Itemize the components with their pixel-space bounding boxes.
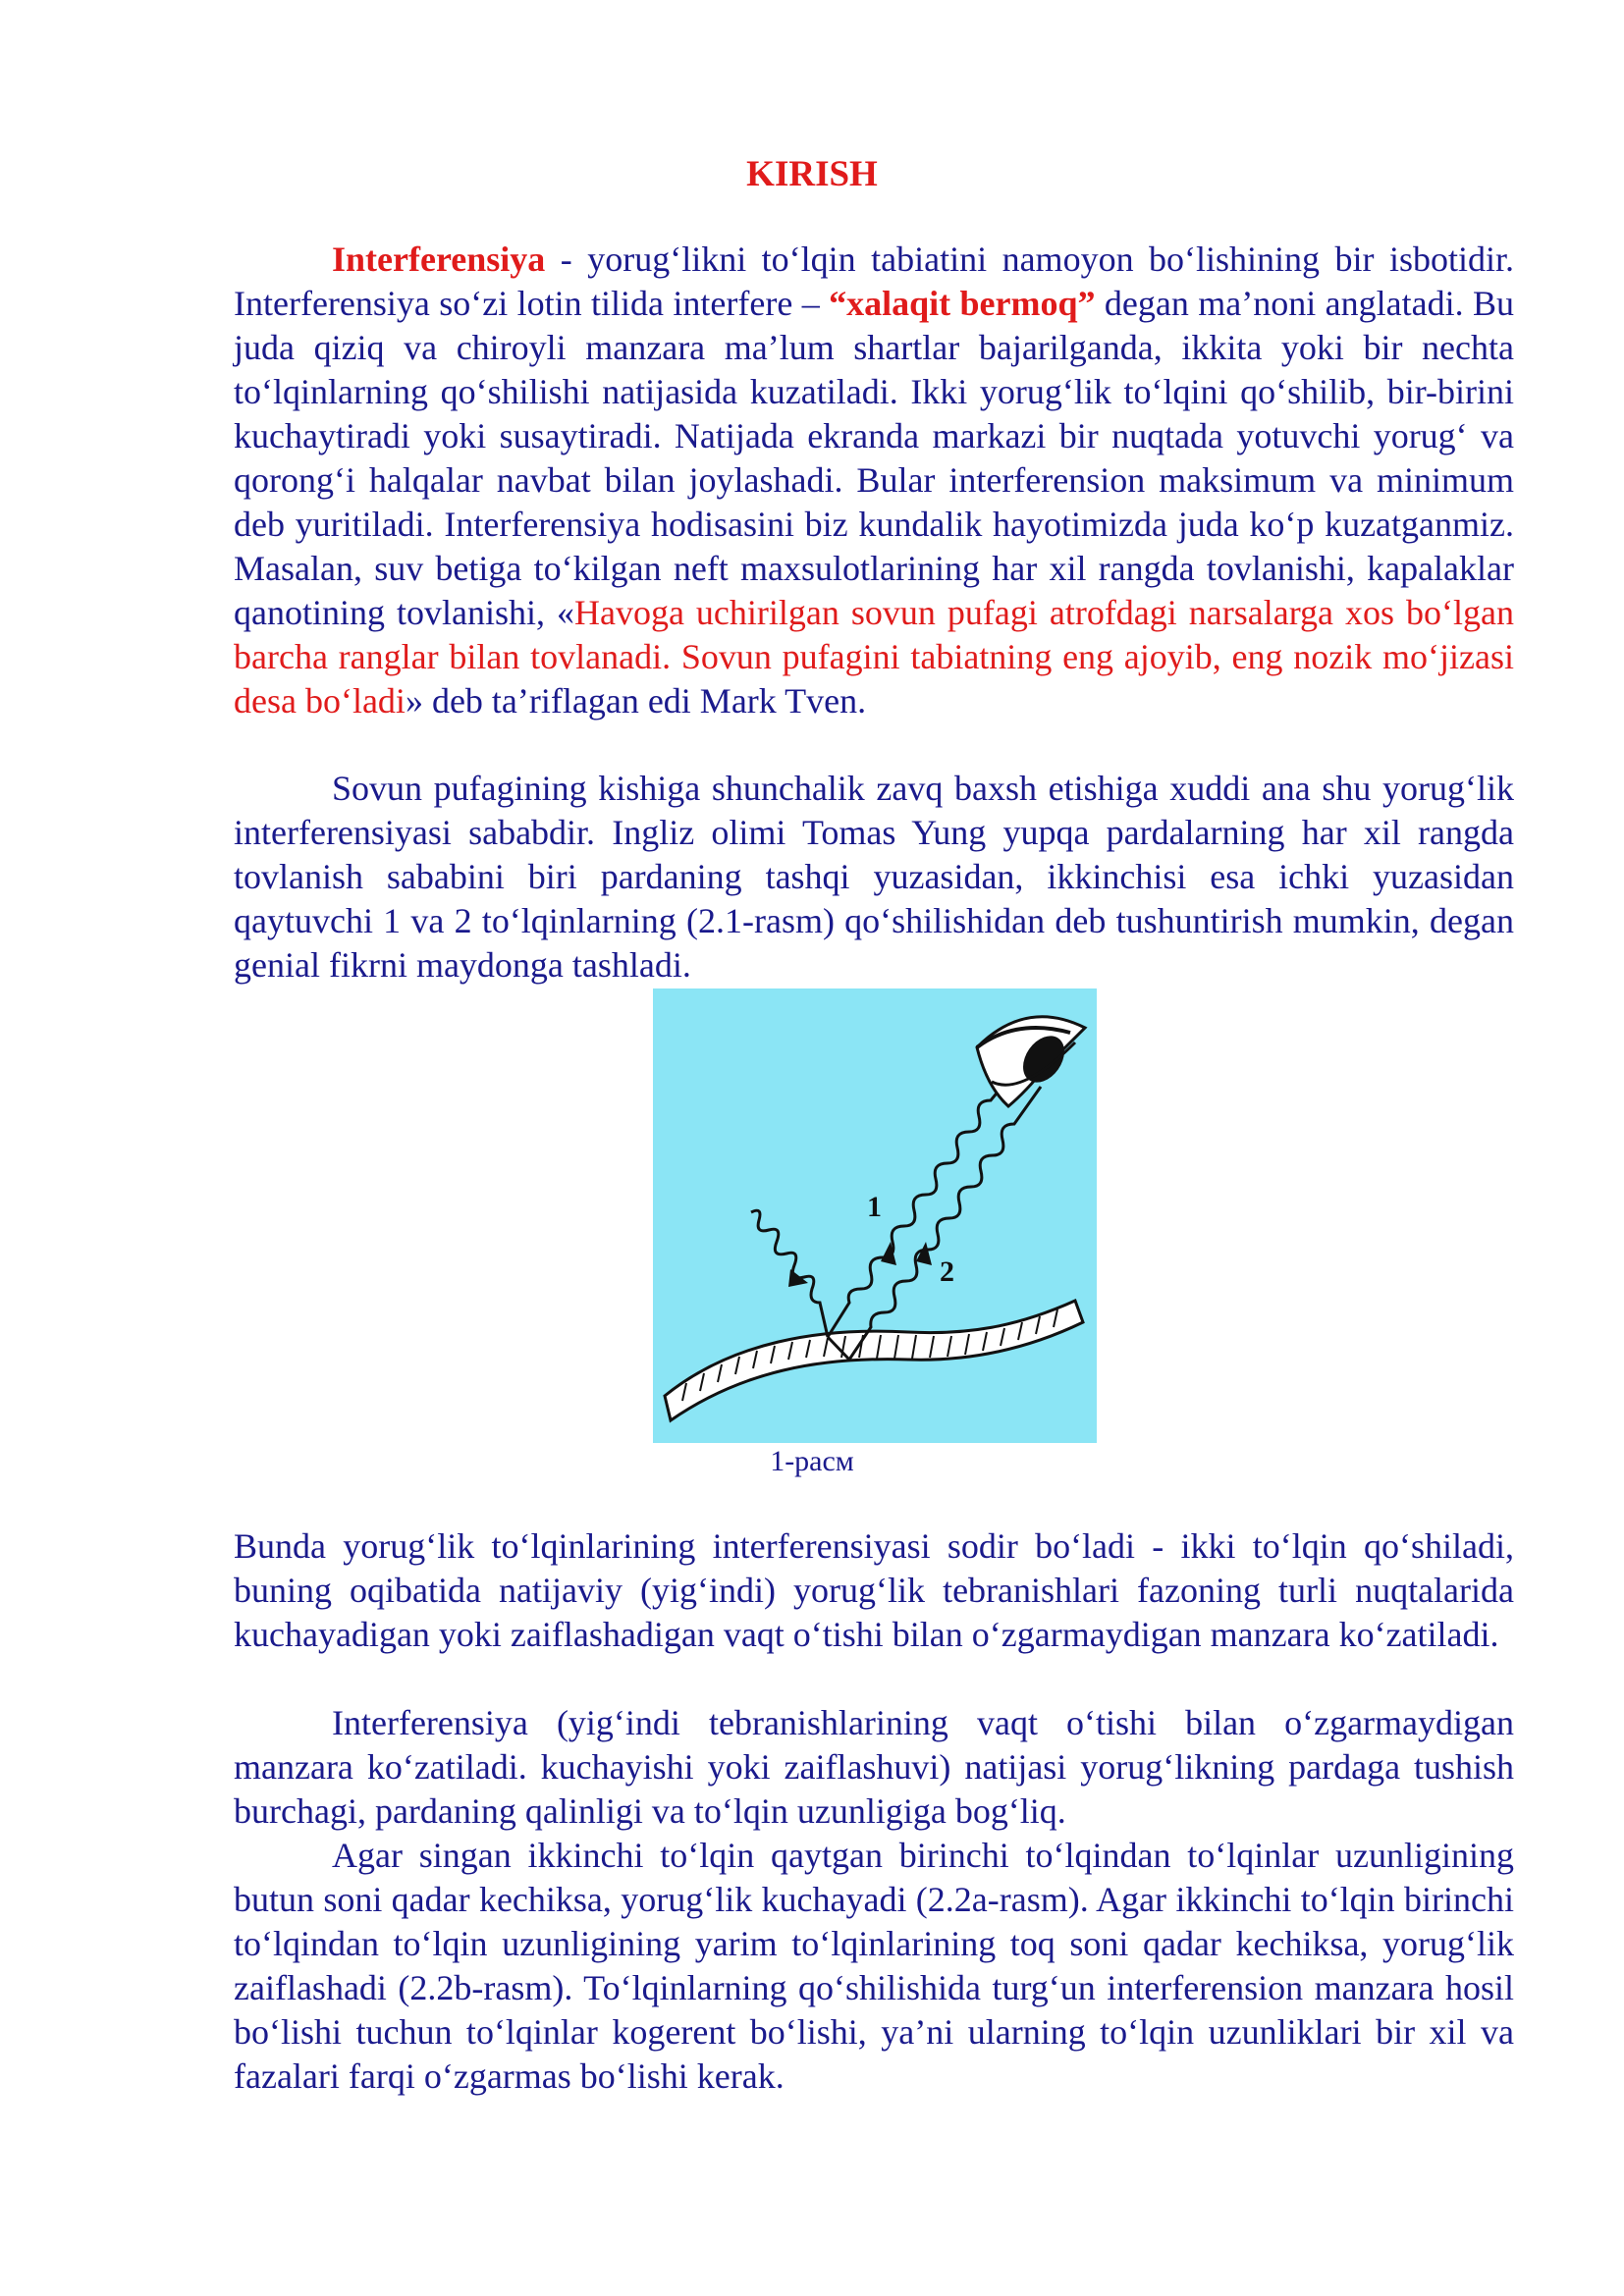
intro-text-3: » deb ta’riflagan edi Mark Tven. xyxy=(405,681,867,721)
page-title: KIRISH xyxy=(746,154,878,194)
mark-twain-quote: Havoga uchirilgan sovun pufagi atrofdagi narsalarga xos bo‘lgan barcha ranglar bilan tovlanadi. Sovun pufagini tabiatning eng ajoyib, eng nozik mo‘jizasi desa bo‘ladi xyxy=(234,593,1515,721)
film-layer xyxy=(665,1301,1083,1420)
paragraph-intro xyxy=(234,238,1514,723)
paragraph-interference-result: Bunda yorug‘lik to‘lqinlarining interferensiyasi sodir bo‘ladi - ikki to‘lqin qo‘shiladi, buning oqibatida natijaviy (yig‘indi) yorug‘lik tebranishlari fazoning turli nuqtalarida kuchayadigan yoki zaiflashadigan vaqt o‘tishi bilan o‘zgarmaydigan manzara ko‘zatiladi. xyxy=(234,1526,1514,1654)
wave-label-1: 1 xyxy=(867,1191,882,1223)
reflected-wave-1 xyxy=(828,1067,1018,1337)
term-interferensiya: Interferensiya xyxy=(332,240,546,279)
reflected-wave-2 xyxy=(828,1087,1041,1360)
incident-wave xyxy=(751,1210,828,1337)
paragraph-soap-bubble: Sovun pufagining kishiga shunchalik zavq baxsh etishiga xuddi ana shu yorug‘lik interferensiyasi sababdir. Ingliz olimi Tomas Yung yupqa pardalarning har xil rangda tovlanish sababini biri pardaning tashqi yuzasidan, ikkinchisi esa ichki yuzasidan qaytuvchi 1 va 2 to‘lqinlarning (2.1-rasm) qo‘shilishidan deb tushuntirish mumkin, degan genial fikrni maydonga tashladi. xyxy=(234,769,1514,985)
quote-xalaqit-bermoq: “xalaqit bermoq” xyxy=(829,284,1096,323)
eye-icon xyxy=(977,1017,1085,1106)
intro-text-1: - yorug‘likni to‘lqin tabiatini namoyon bo‘lishining bir isbotidir. Interferensiya so‘zi lotin tilida interfere – xyxy=(234,240,1514,323)
paragraph-coherence: Agar singan ikkinchi to‘lqin qaytgan birinchi to‘lqindan to‘lqinlar uzunligining butun soni qadar kechiksa, yorug‘lik kuchayadi (2.2a-rasm). Agar ikkinchi to‘lqin birinchi to‘lqindan to‘lqin uzunligining yarim to‘lqinlarining toq soni qadar kechiksa, yorug‘lik zaiflashadi (2.2b-rasm). To‘lqinlarning qo‘shilishida turg‘un interferension manzara hosil bo‘lishi tuchun to‘lqinlar kogerent bo‘lishi, ya’ni ularning to‘lqin uzunliklari bir xil va fazalari farqi o‘zgarmas bo‘lishi kerak. xyxy=(234,1836,1514,2096)
wave-label-2: 2 xyxy=(940,1255,954,1288)
paragraph-dependence: Interferensiya (yig‘indi tebranishlarining vaqt o‘tishi bilan o‘zgarmaydigan manzara ko‘zatiladi. kuchayishi yoki zaiflashuvi) natijasi yorug‘likning pardaga tushish burchagi, pardaning qalinligi va to‘lqin uzunligiga bog‘liq. xyxy=(234,1703,1514,1831)
intro-text-2: degan ma’noni anglatadi. Bu juda qiziq va chiroyli manzara ma’lum shartlar bajarilganda, ikkita yoki bir nechta to‘lqinlarning qo‘shilishi natijasida kuzatiladi. Ikki yorug‘lik to‘lqini qo‘shilib, bir-birini kuchaytiradi yoki susaytiradi. Natijada ekranda markazi bir nuqtada yotuvchi yorug‘ va qorong‘i halqalar navbat bilan joylashadi. Bular interferension maksimum va minimum deb yuritiladi. Interferensiya hodisasini biz kundalik hayotimizda juda ko‘p kuzatganmiz. Masalan, suv betiga to‘kilgan neft maxsulotlarining har xil rangda tovlanishi, kapalaklar qanotining tovlanishi, « xyxy=(234,284,1514,632)
thin-film-diagram xyxy=(653,988,1097,1443)
figure-caption: 1-расм xyxy=(770,1445,854,1477)
figure-thin-film-interference xyxy=(653,988,1097,1443)
